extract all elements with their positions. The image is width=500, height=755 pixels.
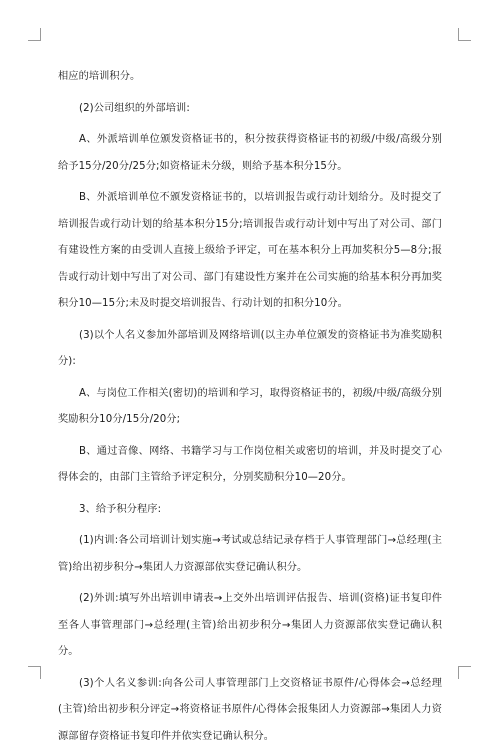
document-body (58, 64, 442, 755)
paragraph-personal-b: B、通过音像、网络、书籍学习与工作岗位相关或密切的培训，并及时提交了心得体会的，由部门主管给予评定积分，分别奖励积分10—20分。 (58, 445, 442, 483)
crop-mark-top-left (28, 28, 41, 41)
crop-mark-top-right (458, 28, 471, 41)
paragraph-procedure-internal: (1)内训:各公司培训计划实施→考试或总结记录存档于人事管理部门→总经理(主管)给出初步积分→集团人力资源部依实登记确认积分。 (58, 535, 442, 573)
paragraph-external-training-heading: (2)公司组织的外部培训: (79, 102, 190, 114)
paragraph-continuation: 相应的培训积分。 (58, 71, 141, 82)
paragraph-external-a: A、外派培训单位颁发资格证书的，积分按获得资格证书的初级/中级/高级分别给予15分/20分/25分;如资格证未分级，则给予基本积分15分。 (58, 134, 442, 172)
paragraph-personal-training-heading: (3)以个人名义参加外部培训及网络培训(以主办单位颁发的资格证书为准奖励积分): (58, 329, 442, 367)
paragraph-procedure-heading: 3、给予积分程序: (79, 503, 162, 515)
paragraph-procedure-external: (2)外训:填写外出培训申请表→上交外出培训评估报告、培训(资格)证书复印件至各人事管理部门→总经理(主管)给出初步积分→集团人力资源部依实登记确认积分。 (58, 593, 442, 657)
crop-mark-bottom-right (458, 666, 471, 679)
crop-mark-bottom-left (28, 666, 41, 679)
paragraph-external-b: B、外派培训单位不颁发资格证书的，以培训报告或行动计划给分。及时提交了培训报告或行动计划的给基本积分15分;培训报告或行动计划中写出了对公司、部门有建设性方案的由受训人直接上级给予评定，可在基本积分上再加奖积分5—8分;报告或行动计划中写出了对公司、部门有建设性方案并在公司实施的给基本积分再加奖积分10—15分;未及时提交培训报告、行动计划的扣积分10分。 (58, 192, 442, 309)
paragraph-personal-a: A、与岗位工作相关(密切)的培训和学习，取得资格证书的，初级/中级/高级分别奖励积分10分/15分/20分; (58, 387, 442, 425)
paragraph-procedure-personal: (3)个人名义参训:向各公司人事管理部门上交资格证书原件/心得体会→总经理(主管)给出初步积分评定→将资格证书原件/心得体会报集团人力资源部→集团人力资源部留存资格证书复印件并依实登记确认积分。 (58, 677, 442, 742)
